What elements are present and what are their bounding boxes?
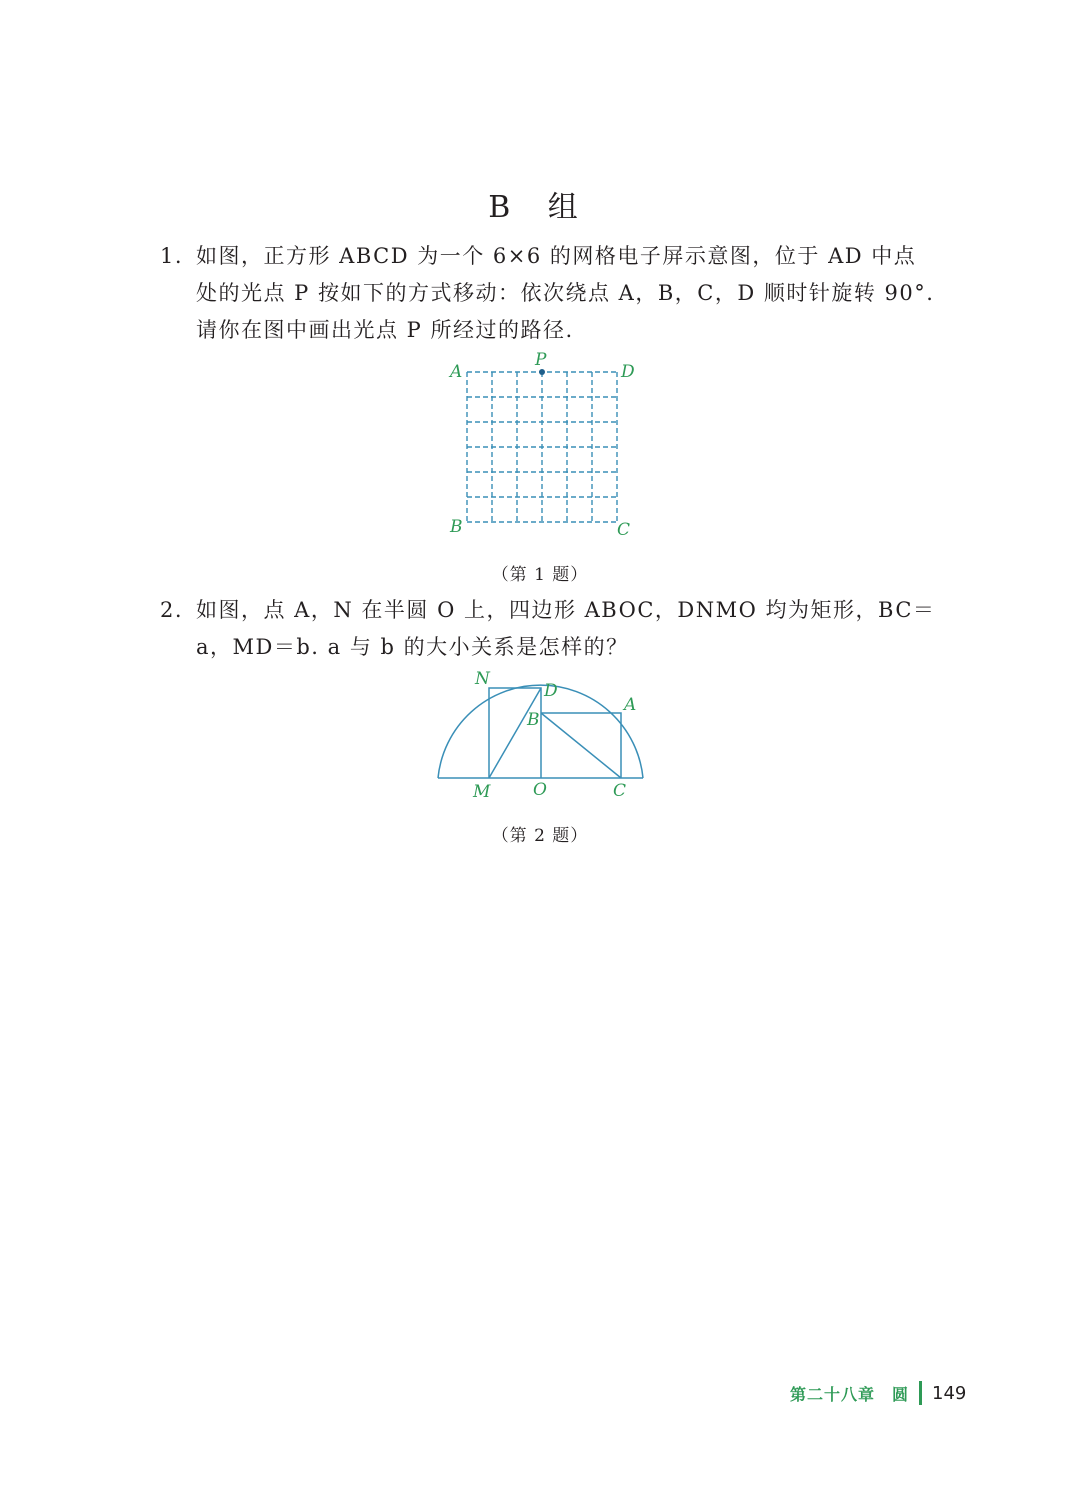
page-footer bbox=[790, 1378, 966, 1408]
label-c: C bbox=[617, 520, 631, 540]
label-b: B bbox=[527, 710, 540, 730]
section-title: B 组 bbox=[488, 190, 592, 225]
problem-2 bbox=[160, 592, 936, 666]
problem-text-line: 处的光点 P 按如下的方式移动：依次绕点 A，B，C，D 顺时针旋转 90°. bbox=[196, 281, 935, 305]
label-b: B bbox=[450, 517, 463, 537]
label-a: A bbox=[624, 695, 637, 715]
label-o: O bbox=[533, 780, 547, 800]
figure-2-semicircle bbox=[425, 665, 655, 810]
problem-number: 2. bbox=[160, 598, 184, 622]
problem-text-line: 如图，点 A，N 在半圆 O 上，四边形 ABOC，DNMO 均为矩形，BC＝ bbox=[196, 598, 936, 622]
chapter-label: 第二十八章 圆 bbox=[790, 1384, 910, 1404]
problem-text-line: 如图，正方形 ABCD 为一个 6×6 的网格电子屏示意图，位于 AD 中点 bbox=[196, 244, 917, 268]
segment-md bbox=[489, 688, 541, 778]
figure-1-grid bbox=[440, 350, 650, 545]
label-n: N bbox=[475, 669, 490, 689]
page-number: 149 bbox=[932, 1382, 967, 1404]
problem-number: 1. bbox=[160, 244, 184, 268]
problem-text-line: a，MD＝b. a 与 b 的大小关系是怎样的？ bbox=[196, 635, 629, 659]
label-d: D bbox=[621, 362, 635, 382]
segment-bc bbox=[541, 713, 621, 778]
label-c: C bbox=[613, 781, 627, 801]
label-a: A bbox=[450, 362, 463, 382]
problem-text-line: 请你在图中画出光点 P 所经过的路径. bbox=[196, 318, 574, 342]
label-p: P bbox=[535, 350, 547, 370]
figure-2-caption: （第 2 题） bbox=[491, 826, 589, 846]
footer-divider bbox=[919, 1381, 922, 1405]
label-d: D bbox=[544, 681, 558, 701]
problem-1 bbox=[160, 238, 935, 349]
figure-1-caption: （第 1 题） bbox=[491, 565, 589, 585]
label-m: M bbox=[473, 782, 491, 802]
